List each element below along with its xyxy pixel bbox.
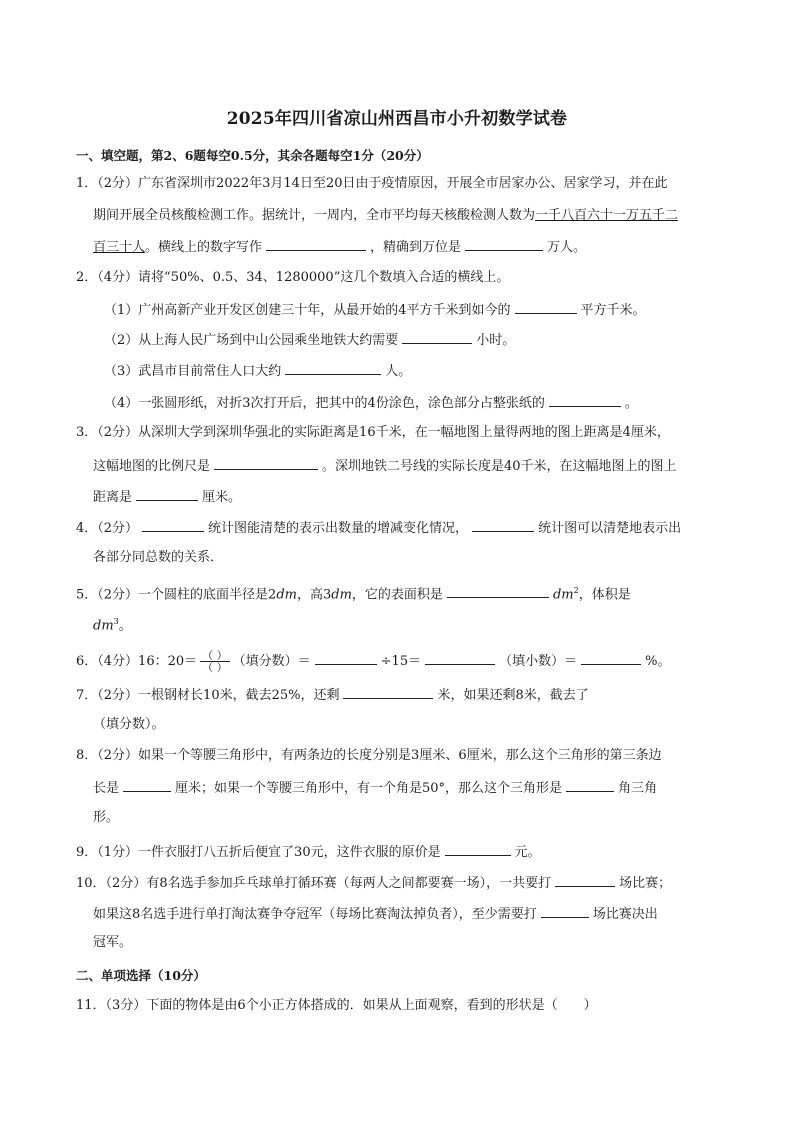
section-heading-fill-in: 一、填空题，第2、6题每空0.5分，其余各题每空1分（20分）: [76, 148, 429, 163]
question-1-line-3: 百三十人。横线上的数字写作 ，精确到万位是 万人。: [93, 240, 587, 255]
answer-blank[interactable]: [285, 362, 381, 375]
answer-blank[interactable]: [425, 652, 495, 665]
question-4-line-2: 各部分同总数的关系．: [93, 550, 224, 565]
question-8-line-3: 形。: [93, 810, 120, 825]
answer-blank[interactable]: [549, 394, 621, 407]
question-7-line-1: 7．（2分）一根钢材长10米，截去25%，还剩 米，如果还剩8米，截去了: [76, 688, 589, 703]
question-1-line-1: 1．（2分）广东省深圳市2022年3月14日至20日由于疫情原因，开展全市居家办公、居家学习，并在此: [76, 176, 668, 191]
question-10-line-2: 如果这8名选手进行单打淘汰赛争夺冠军（每场比赛淘汰掉负者），至少需要打 场比赛决出: [93, 907, 658, 922]
question-11: 11．（3分）下面的物体是由6个小正方体搭成的．如果从上面观察，看到的形状是（ ）: [76, 998, 597, 1013]
question-3-line-1: 3．（2分）从深圳大学到深圳华强北的实际距离是16千米，在一幅地图上量得两地的图上距离是4厘米，: [76, 425, 670, 440]
question-7-line-2: （填分数）。: [93, 717, 165, 732]
question-9: 9．（1分）一件衣服打八五折后便宜了30元，这件衣服的原价是 元。: [76, 845, 541, 860]
question-1-line-2: 期间开展全员核酸检测工作。据统计，一周内，全市平均每天核酸检测人数为一千八百六十一万五千二: [93, 208, 679, 223]
answer-blank[interactable]: [142, 519, 204, 532]
question-2-line-1: 2．（4分）请将“50%、0.5、34、1280000”这几个数填入合适的横线上。: [76, 270, 510, 285]
question-3-line-3: 距离是 厘米。: [93, 490, 242, 505]
section-heading-single-choice: 二、单项选择（10分）: [76, 968, 206, 983]
answer-blank[interactable]: [445, 843, 511, 856]
exam-title: 2025年四川省凉山州西昌市小升初数学试卷: [226, 109, 568, 129]
answer-blank[interactable]: [402, 331, 472, 344]
fraction-blank[interactable]: $\frac{( )}{( )}$: [202, 649, 228, 674]
question-2-sub-4: （4）一张圆形纸，对折3次打开后，把其中的4份涂色，涂色部分占整张纸的 。: [104, 396, 638, 411]
answer-blank[interactable]: [465, 238, 543, 251]
question-2-sub-2: （2）从上海人民广场到中山公园乘坐地铁大约需要 小时。: [104, 333, 516, 348]
underlined-number-text: 一千八百六十一万五千二: [535, 208, 679, 223]
question-5-line-1: 5．（2分）一个圆柱的底面半径是2dm，高3dm，它的表面积是 $dm^2$，体积是: [76, 586, 631, 603]
question-2-sub-3: （3）武昌市目前常住人口大约 人。: [104, 364, 412, 379]
question-6: 6．（4分）16：20＝ $\frac{( )}{( )}$ （填分数）＝ ÷15＝ （填小数）＝ %。: [76, 649, 671, 674]
question-8-line-2: 长是 厘米；如果一个等腰三角形中，有一个角是50°，那么这个三角形是 角三角: [93, 781, 658, 796]
answer-blank[interactable]: [136, 488, 198, 501]
question-10-line-1: 10．（2分）有8名选手参加乒乓球单打循环赛（每两人之间都要赛一场），一共要打 场比赛；: [76, 876, 672, 891]
answer-blank[interactable]: [315, 652, 377, 665]
answer-blank[interactable]: [343, 686, 433, 699]
answer-blank[interactable]: [541, 905, 589, 918]
question-2-sub-1: （1）广州高新产业开发区创建三十年，从最开始的4平方千米到如今的 平方千米。: [104, 303, 646, 318]
answer-blank[interactable]: [266, 238, 366, 251]
question-4-line-1: 4．（2分） 统计图能清楚的表示出数量的增减变化情况， 统计图可以清楚地表示出: [76, 521, 682, 536]
answer-blank[interactable]: [214, 457, 318, 470]
answer-blank[interactable]: [447, 585, 549, 598]
question-8-line-1: 8．（2分）如果一个等腰三角形中，有两条边的长度分别是3厘米、6厘米，那么这个三角形的第三条边: [76, 748, 662, 763]
answer-blank[interactable]: [515, 301, 577, 314]
answer-blank[interactable]: [472, 519, 534, 532]
question-10-line-3: 冠军。: [93, 935, 133, 950]
question-3-line-2: 这幅地图的比例尺是 。深圳地铁二号线的实际长度是40千米，在这幅地图上的图上: [93, 459, 677, 474]
question-5-line-2: $dm^3$。: [93, 617, 132, 634]
answer-blank[interactable]: [555, 874, 615, 887]
answer-blank[interactable]: [123, 779, 171, 792]
answer-blank[interactable]: [581, 652, 641, 665]
underlined-number-text-end: 百三十人: [93, 240, 146, 255]
answer-blank[interactable]: [566, 779, 614, 792]
